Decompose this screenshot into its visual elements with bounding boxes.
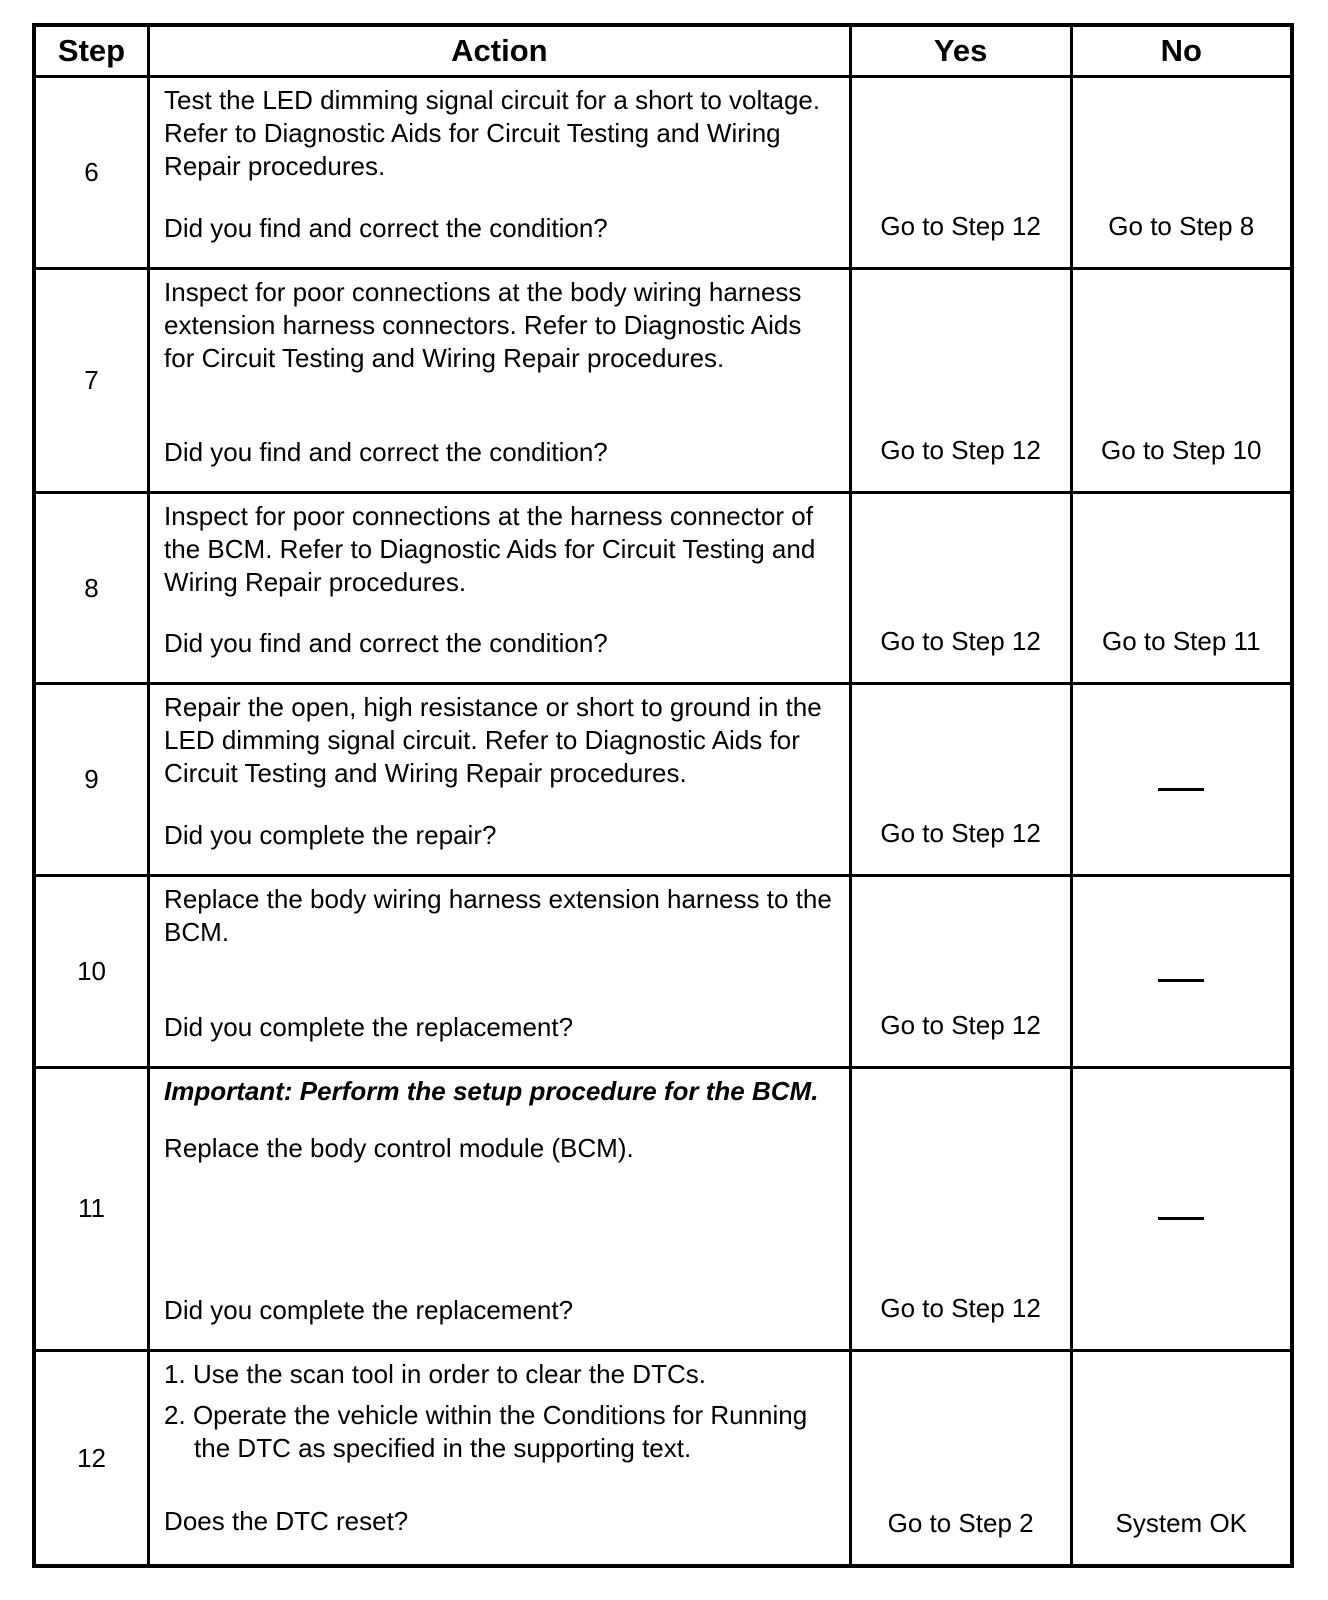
no-answer: Go to Step 8 bbox=[1108, 210, 1255, 241]
yes-cell bbox=[850, 684, 1071, 876]
dash-mark bbox=[1158, 788, 1204, 791]
yes-cell bbox=[850, 492, 1071, 684]
yes-cell bbox=[850, 876, 1071, 1068]
header-step: Step bbox=[34, 25, 149, 77]
action-cell bbox=[149, 876, 851, 1068]
no-cell bbox=[1071, 1067, 1292, 1351]
action-question: Did you find and correct the condition? bbox=[164, 436, 608, 467]
list-item: 2. Operate the vehicle within the Conditions for Running the DTC as specified in the supporting text. bbox=[164, 1400, 808, 1464]
dash-mark bbox=[1158, 979, 1204, 982]
diagnostic-table bbox=[32, 23, 1294, 1568]
no-cell bbox=[1071, 684, 1292, 876]
header-no: No bbox=[1071, 25, 1292, 77]
action-cell bbox=[149, 1067, 851, 1351]
yes-answer: Go to Step 12 bbox=[880, 1009, 1041, 1040]
dash-mark bbox=[1158, 1217, 1204, 1220]
header-row bbox=[34, 25, 1292, 77]
list-item: 1. Use the scan tool in order to clear the DTCs. bbox=[164, 1359, 706, 1390]
action-cell bbox=[149, 77, 851, 269]
yes-answer: Go to Step 2 bbox=[887, 1508, 1034, 1538]
no-cell bbox=[1071, 1351, 1292, 1566]
important-note: Important: Perform the setup procedure for the BCM. bbox=[164, 1075, 819, 1106]
header-yes: Yes bbox=[850, 25, 1071, 77]
action-text: Inspect for poor connections at the body wiring harness extension harness connectors. Refer to Diagnostic Aids for Circuit Testing and Wiring Repair procedures. bbox=[164, 276, 802, 373]
action-cell bbox=[149, 684, 851, 876]
step-number: 7 bbox=[34, 268, 149, 492]
table-row bbox=[34, 684, 1292, 876]
header-action: Action bbox=[149, 25, 851, 77]
no-answer: Go to Step 10 bbox=[1101, 434, 1262, 465]
step-number: 9 bbox=[34, 684, 149, 876]
action-question: Did you complete the replacement? bbox=[164, 1011, 574, 1042]
no-cell bbox=[1071, 268, 1292, 492]
yes-cell bbox=[850, 1067, 1071, 1351]
table-row bbox=[34, 492, 1292, 684]
action-text: Repair the open, high resistance or short to ground in the LED dimming signal circuit. Refer to Diagnostic Aids for Circuit Testing and Wiring Repair procedures. bbox=[164, 692, 822, 789]
action-question: Did you complete the repair? bbox=[164, 820, 497, 851]
action-text: Test the LED dimming signal circuit for a short to voltage. Refer to Diagnostic Aids for Circuit Testing and Wiring Repair procedures. bbox=[164, 85, 821, 181]
action-cell bbox=[149, 268, 851, 492]
no-cell bbox=[1071, 77, 1292, 269]
action-cell bbox=[149, 1351, 851, 1566]
table-row bbox=[34, 876, 1292, 1068]
action-question: Did you find and correct the condition? bbox=[164, 628, 608, 659]
no-answer: System OK bbox=[1115, 1508, 1248, 1538]
no-answer: Go to Step 11 bbox=[1102, 626, 1261, 657]
step-number: 6 bbox=[34, 77, 149, 269]
action-text: Replace the body control module (BCM). bbox=[164, 1132, 634, 1163]
action-question: Did you find and correct the condition? bbox=[164, 212, 608, 243]
yes-cell bbox=[850, 77, 1071, 269]
step-number: 11 bbox=[34, 1067, 149, 1351]
no-cell bbox=[1071, 876, 1292, 1068]
action-question: Did you complete the replacement? bbox=[164, 1295, 574, 1326]
table-row bbox=[34, 1351, 1292, 1566]
yes-answer: Go to Step 12 bbox=[880, 626, 1041, 657]
action-question: Does the DTC reset? bbox=[164, 1506, 409, 1536]
step-number: 10 bbox=[34, 876, 149, 1068]
action-text: Replace the body wiring harness extension harness to the BCM. bbox=[164, 884, 832, 948]
table-row bbox=[34, 77, 1292, 269]
action-text: Inspect for poor connections at the harness connector of the BCM. Refer to Diagnostic Aids for Circuit Testing and Wiring Repair procedures. bbox=[164, 500, 816, 597]
table-row bbox=[34, 268, 1292, 492]
yes-cell bbox=[850, 268, 1071, 492]
yes-answer: Go to Step 12 bbox=[880, 818, 1041, 849]
yes-cell bbox=[850, 1351, 1071, 1566]
table-row bbox=[34, 1067, 1292, 1351]
step-number: 12 bbox=[34, 1351, 149, 1566]
action-steps-list bbox=[164, 1358, 837, 1473]
step-number: 8 bbox=[34, 492, 149, 684]
action-cell bbox=[149, 492, 851, 684]
no-cell bbox=[1071, 492, 1292, 684]
yes-answer: Go to Step 12 bbox=[880, 210, 1041, 241]
yes-answer: Go to Step 12 bbox=[880, 1293, 1041, 1324]
yes-answer: Go to Step 12 bbox=[880, 434, 1041, 465]
